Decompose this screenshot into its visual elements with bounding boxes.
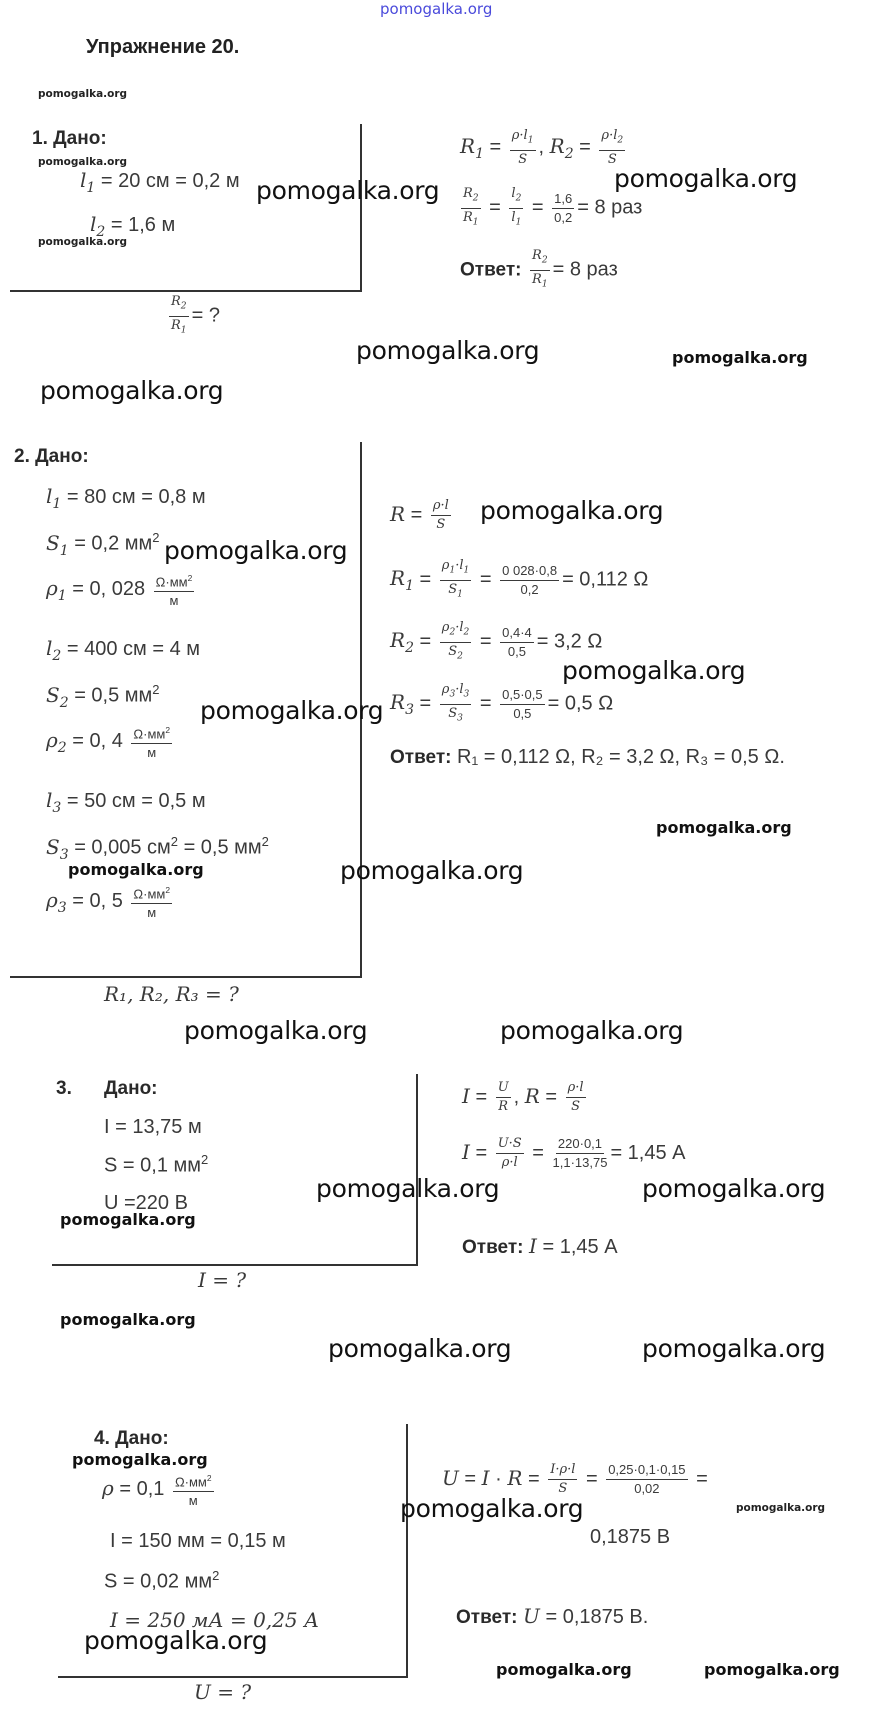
task2-r2-result: = 3,2 Ω [536,630,603,653]
task1-ratio: $\frac{R_2}{R_1}$ = $\frac{l_2}{l_1}$ = $\frac{1,6}{0,2}$ = 8 раз [463,186,643,228]
watermark: pomogalka.org [38,88,128,100]
watermark: pomogalka.org [60,1210,196,1229]
task2-r1: $R_1$ = $\frac{\rho_1\cdot l_1}{S_1}$ = $\frac{0 028\cdot 0,8}{0,2}$ = 0,112 Ω [390,558,649,600]
task1-ratio-result: = 8 раз [577,196,643,219]
task2-r1-denominator: 0,2 [520,581,539,597]
unit-numerator: Ω·мм [174,1474,207,1490]
watermark: pomogalka.org [316,1174,500,1203]
unit-numerator: Ω·мм [133,886,166,902]
task4-s: S = 0,02 $мм^2$ [104,1568,220,1593]
task3-formula: I = $\frac{U}{R}$ , R = $\frac{\rho\cdot l}{S}$ [462,1080,584,1114]
given-divider-horizontal [58,1676,408,1678]
task4-current: I = 250 мА = 0,25 А [110,1608,320,1632]
task1-answer-label: Ответ: [460,259,522,281]
task1-l2: $l_2 = 1,6$ м [90,212,176,240]
task3-numerator: 220·0,1 [556,1136,604,1154]
task2-formula: R = $\frac{\rho\cdot l}{S}$ [390,498,449,532]
task4-s-value: S = 0,02 мм [104,1570,213,1593]
task2-r3-numerator: 0,5·0,5 [500,687,544,705]
task3-s-value: S = 0,1 мм [104,1154,201,1177]
task2-l3: $l_3 = 50$ см = 0,5 м [46,788,206,816]
task3-denominator: 1,1·13,75 [552,1155,608,1170]
task4-rho-value: = 0,1 [119,1477,165,1500]
task2-l1-value: = 80 см = 0,8 м [66,486,206,508]
task2-answer-label: Ответ: [390,747,452,768]
task1-given-label: Дано: [53,128,107,149]
given-divider-vertical [360,124,362,292]
task1-formula: $R_1$ = $\frac{\rho\cdot l_1}{S}$ , $R_2$ = $\frac{\rho\cdot l_2}{S}$ [460,128,624,167]
task3-answer: Ответ: I = 1,45 А [462,1234,618,1258]
given-divider-vertical [406,1424,408,1678]
watermark: pomogalka.org [656,818,792,837]
task2-s1-value: = 0,2 мм [74,532,153,555]
task4-answer: Ответ: U = 0,1875 В. [456,1604,649,1628]
given-divider-horizontal [52,1264,418,1266]
task3-calc: I = $\frac{U\cdot S}{\rho\cdot l}$ = $\frac{220\cdot 0,1}{1,1\cdot 13,75}$ = 1,45 А [462,1136,686,1170]
task2-rho3: $\rho_3 = 0$, 5 $\frac{\Omega\cdot мм^2}{м}$ [46,882,175,921]
task3-answer-value: = 1,45 А [542,1236,618,1258]
task2-l3-value: = 50 см = 0,5 м [66,790,206,812]
task2-s3: $S_3 = 0,005$ $см^2 = 0,5$ $мм^2$ [46,834,269,863]
task2-number: 2. [14,446,30,467]
task2-r3-denominator: 0,5 [513,705,532,721]
watermark: pomogalka.org [400,1494,584,1523]
exercise-title: Упражнение 20. [86,36,240,58]
task4-denominator: 0,02 [634,1481,660,1496]
task2-r1-numerator: 0 028·0,8 [500,563,559,581]
task2-s1: $S_1 = 0,2$ $мм^2$ [46,530,160,559]
task4-rho: ρ = 0,1 $\frac{\Omega\cdot мм^2}{м}$ [102,1470,217,1509]
watermark: pomogalka.org [256,176,440,205]
unit-numerator: Ω·мм [133,726,166,742]
watermark: pomogalka.org [704,1660,840,1679]
watermark: pomogalka.org [72,1450,208,1469]
task4-result: 0,1875 В [590,1526,671,1548]
watermark: pomogalka.org [328,1334,512,1363]
watermark-top: pomogalka.org [380,0,493,18]
task2-s3-converted: = 0,5 мм [178,836,262,859]
watermark: pomogalka.org [84,1626,268,1655]
watermark: pomogalka.org [562,656,746,685]
task3-number: 3. [56,1078,72,1099]
task2-rho2: $\rho_2 = 0$, 4 $\frac{\Omega\cdot мм^2}{м}$ [46,722,175,761]
unit-numerator: Ω·мм [155,574,188,590]
task1-header [32,128,107,150]
watermark: pomogalka.org [642,1174,826,1203]
task2-r2-denominator: 0,5 [507,643,526,659]
task2-find: R₁, R₂, R₃ = ? [104,982,239,1006]
watermark: pomogalka.org [40,376,224,405]
watermark: pomogalka.org [672,348,808,367]
watermark: pomogalka.org [38,156,128,168]
task2-header [14,446,89,468]
unit-denominator: м [147,745,157,761]
watermark: pomogalka.org [642,1334,826,1363]
watermark: pomogalka.org [184,1016,368,1045]
watermark: pomogalka.org [480,496,664,525]
watermark: pomogalka.org [38,236,128,248]
task1-answer: Ответ: $\frac{R_2}{R_1}$ = 8 раз [460,248,618,290]
given-divider-vertical [416,1074,418,1266]
watermark: pomogalka.org [60,1310,196,1329]
watermark: pomogalka.org [164,536,348,565]
task2-rho2-value: = 0, 4 [72,729,123,752]
task1-l1: $l_1 = 20$ см = 0,2 м [80,168,240,196]
watermark: pomogalka.org [200,696,384,725]
task2-l2-value: = 400 см = 4 м [66,638,201,660]
task1-answer-value: = 8 раз [552,258,618,281]
watermark: pomogalka.org [614,164,798,193]
task2-r2-numerator: 0,4·4 [500,625,534,643]
task1-formula-sep: , [538,136,545,159]
unit-denominator: м [169,593,179,609]
task4-answer-label: Ответ: [456,1607,518,1628]
watermark: pomogalka.org [356,336,540,365]
task2-rho1: $\rho_1 = 0$, 028 $\frac{\Omega\cdot мм^2}{м}$ [46,570,197,609]
task2-r3: $R_3$ = $\frac{\rho_3\cdot l_3}{S_3}$ = $\frac{0,5\cdot 0,5}{0,5}$ = 0,5 Ω [390,682,614,724]
task4-formula: U = I · R = $\frac{I\cdot\rho\cdot l}{S}$ = $\frac{0,25\cdot 0,1\cdot 0,15}{0,02}$ = [442,1462,708,1496]
task1-l2-value: = 1,6 м [110,214,176,236]
task3-s: S = 0,1 $мм^2$ [104,1152,209,1177]
task2-answer [390,746,785,769]
task2-answer-value: R₁ = 0,112 Ω, R₂ = 3,2 Ω, R₃ = 0,5 Ω. [457,746,785,768]
unit-denominator: м [147,905,157,921]
given-divider-horizontal [10,290,362,292]
task3-answer-label: Ответ: [462,1237,524,1258]
task4-length: I = 150 мм = 0,15 м [110,1530,286,1552]
task3-i: I = 13,75 м [104,1116,202,1138]
task1-number: 1. [32,128,48,149]
task2-l1: $l_1 = 80$ см = 0,8 м [46,484,206,512]
task2-s3-value: = 0,005 см [74,836,171,859]
task3-u: U =220 В [104,1192,188,1214]
task2-s2-value: = 0,5 мм [74,684,153,707]
task2-r3-result: = 0,5 Ω [547,692,614,715]
task1-l1-value: = 20 см = 0,2 м [100,170,240,192]
task2-rho1-value: = 0, 028 [72,577,146,600]
unit-denominator: м [188,1493,198,1509]
given-divider-horizontal [10,976,362,978]
watermark: pomogalka.org [68,860,204,879]
task4-number: 4. [94,1428,110,1449]
watermark: pomogalka.org [500,1016,684,1045]
watermark: pomogalka.org [736,1502,826,1514]
task2-s2: $S_2 = 0,5$ $мм^2$ [46,682,160,711]
task2-r1-result: = 0,112 Ω [562,568,649,591]
task2-rho3-value: = 0, 5 [72,889,123,912]
task2-given-label: Дано: [35,446,89,467]
task4-find: U = ? [194,1680,252,1704]
task3-result: = 1,45 А [610,1141,686,1164]
task3-find: I = ? [198,1268,247,1292]
task4-numerator: 0,25·0,1·0,15 [606,1462,687,1480]
task2-l2: $l_2 = 400$ см = 4 м [46,636,201,664]
watermark: pomogalka.org [340,856,524,885]
watermark: pomogalka.org [496,1660,632,1679]
task1-find: $\frac{R_2}{R_1}$ = ? [171,294,220,336]
task4-answer-value: = 0,1875 В. [545,1606,649,1628]
task2-r2: $R_2$ = $\frac{\rho_2\cdot l_2}{S_2}$ = $\frac{0,4\cdot 4}{0,5}$ = 3,2 Ω [390,620,603,662]
task4-header [94,1428,169,1450]
task4-given-label: Дано: [115,1428,169,1449]
task3-given-label: Дано: [104,1078,158,1099]
task1-find-value: = ? [191,304,220,327]
